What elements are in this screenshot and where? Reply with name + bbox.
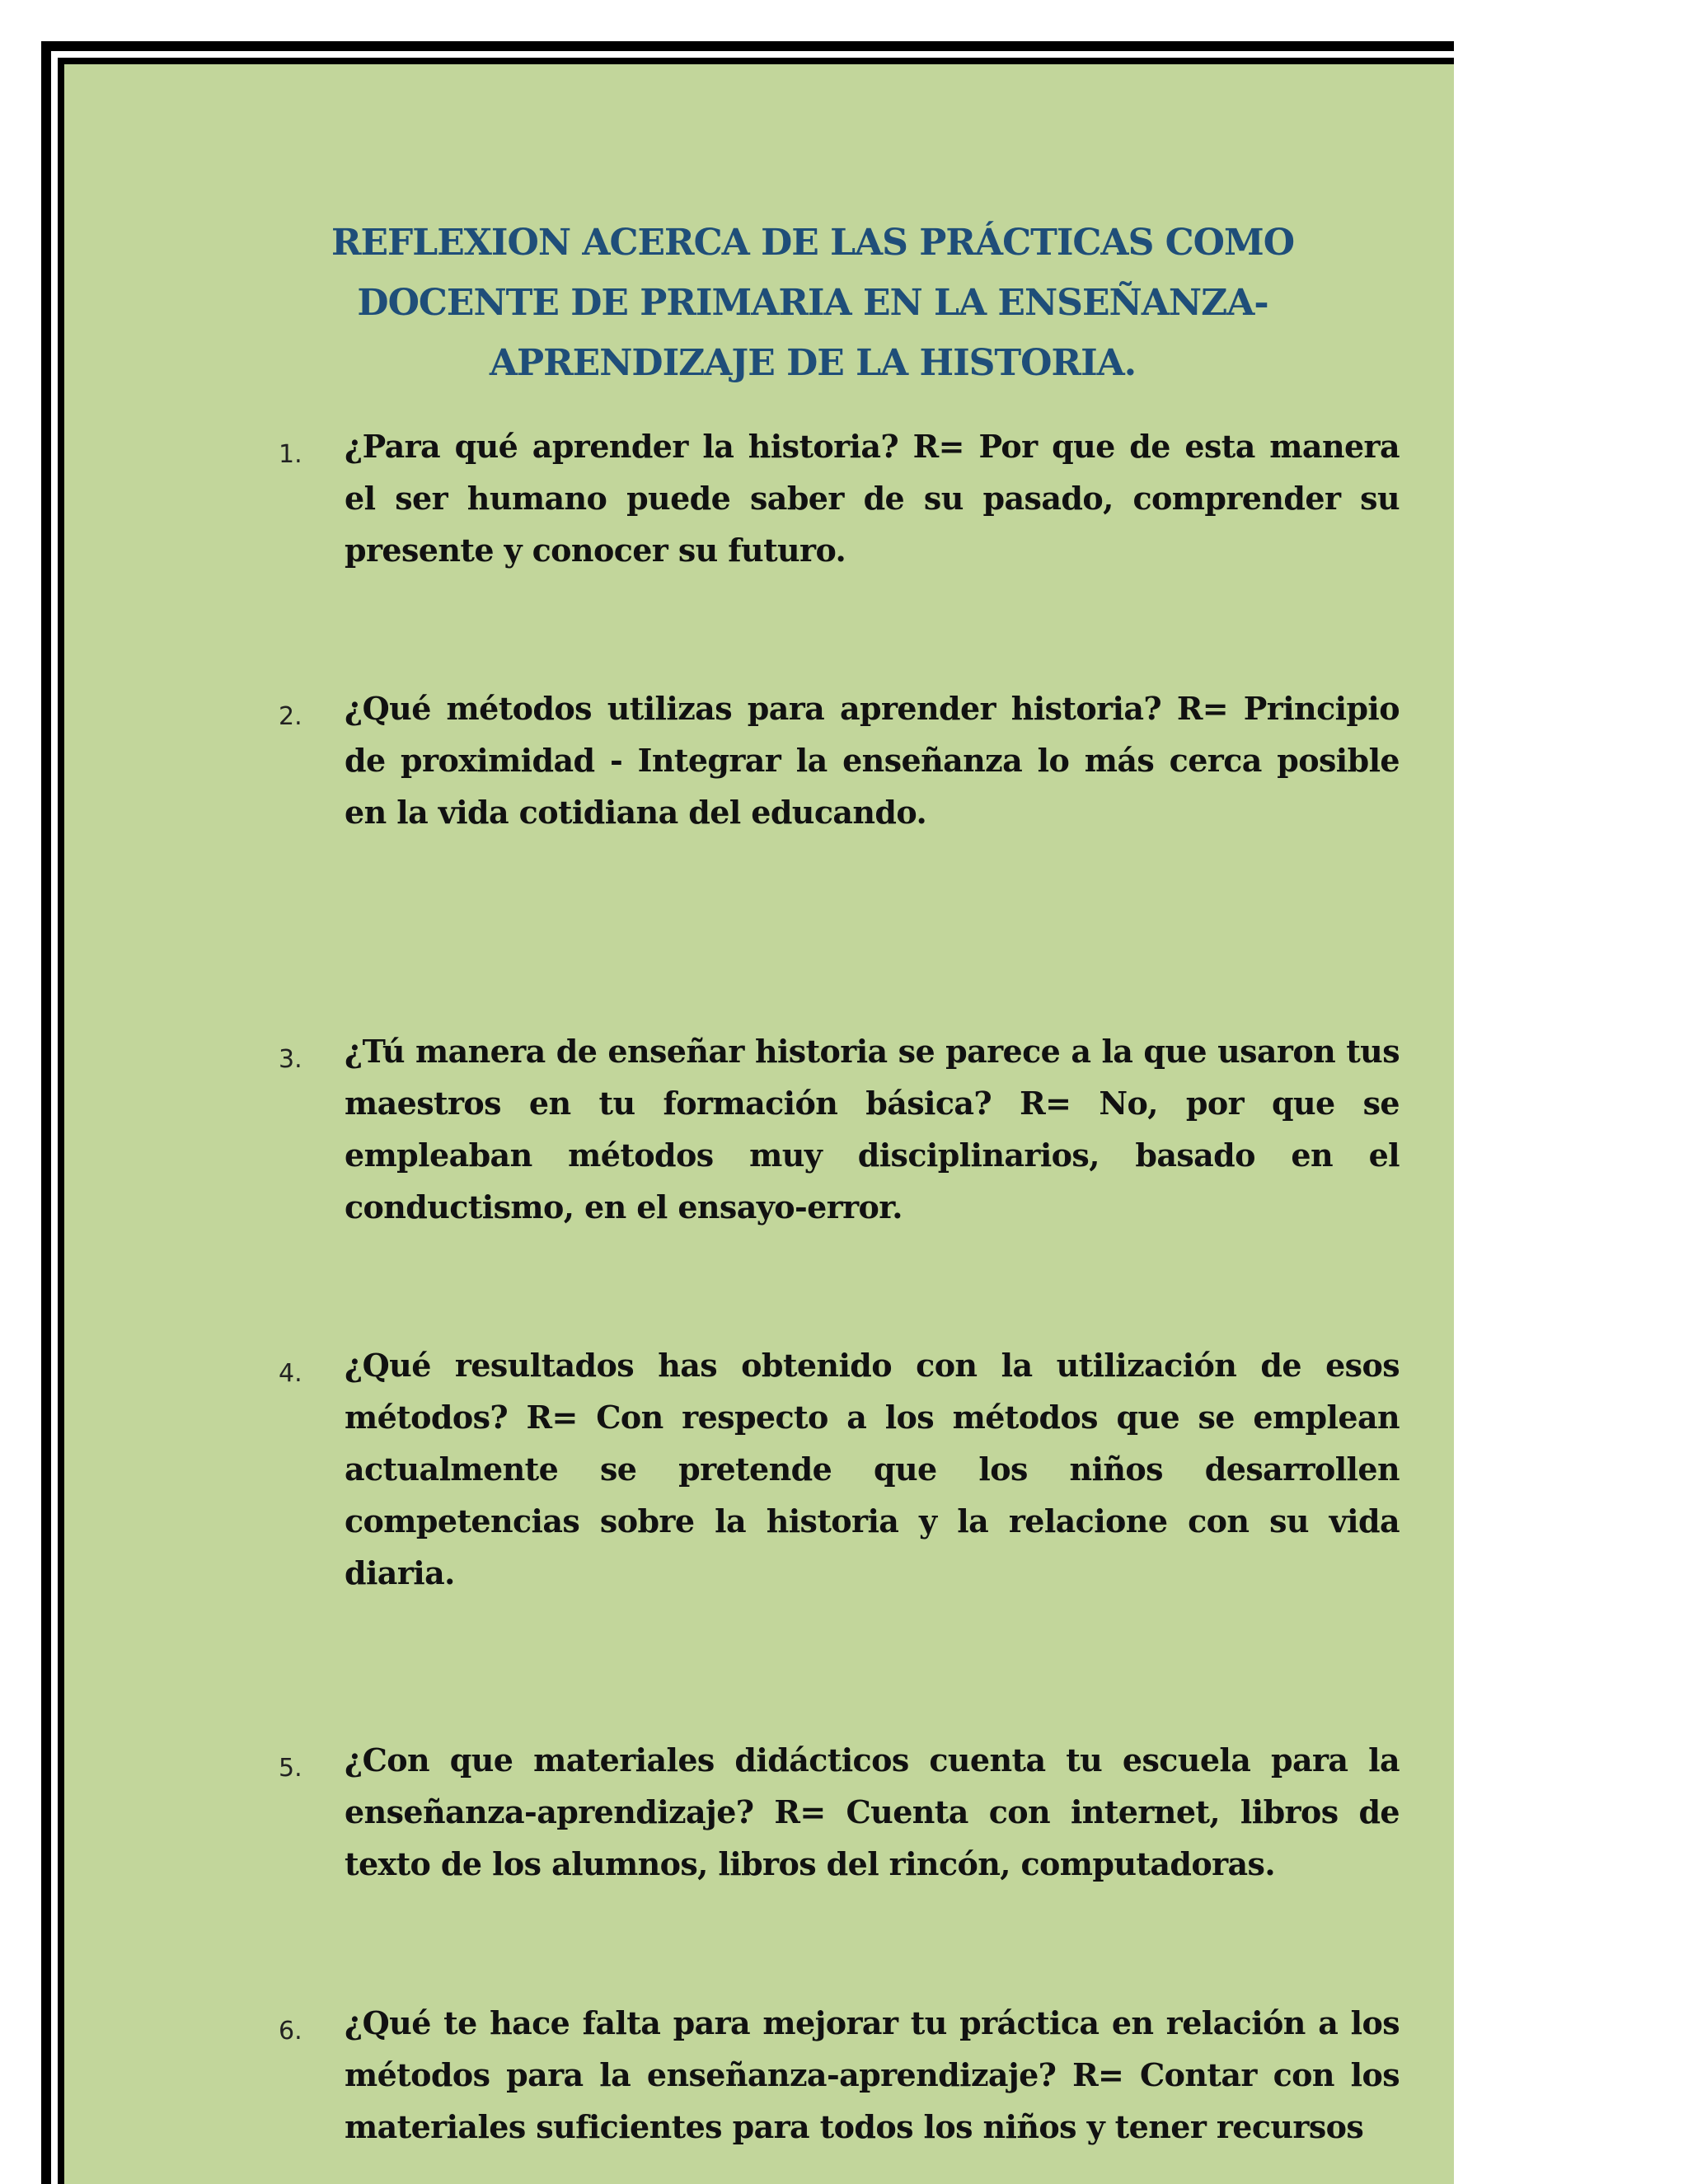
page-border <box>41 41 1454 2184</box>
item-number: 4. <box>279 1359 302 1388</box>
question-answer-text: ¿Para qué aprender la historia? R= Por que de esta manera el ser humano puede saber de su pasado, comprender su presente y conocer su futuro. <box>345 428 1400 569</box>
question-answer-text: ¿Con que materiales didácticos cuenta tu escuela para la enseñanza-aprendizaje? R= Cuenta con internet, libros de texto de los alumnos, libros del rincón, computadoras. <box>345 1741 1400 1882</box>
item-number: 1. <box>279 440 302 469</box>
question-answer-text: ¿Qué métodos utilizas para aprender historia? R= Principio de proximidad - Integrar la enseñanza lo más cerca posible en la vida cotidiana del educando. <box>345 690 1400 831</box>
item-number: 3. <box>279 1045 302 1074</box>
question-answer-text: ¿Qué te hace falta para mejorar tu práctica en relación a los métodos para la enseñanza-aprendizaje? R= Contar con los materiales suficientes para todos los niños y tener recursos <box>345 2004 1400 2145</box>
item-number: 2. <box>279 702 302 731</box>
question-answer-text: ¿Qué resultados has obtenido con la utilización de esos métodos? R= Con respecto a los métodos que se emplean actualmente se pretende que los niños desarrollen competencias sobre la historia y la relacione con su vida diaria. <box>345 1347 1400 1591</box>
document-title: REFLEXION ACERCA DE LAS PRÁCTICAS COMO DOCENTE DE PRIMARIA EN LA ENSEÑANZA-APRENDIZAJE DE LA HISTORIA. <box>331 222 1295 384</box>
page-border-inner <box>58 58 1454 2184</box>
page-border-gap <box>51 51 1454 2184</box>
document-page <box>64 64 1454 2184</box>
item-number: 5. <box>279 1754 302 1783</box>
question-answer-text: ¿Tú manera de enseñar historia se parece a la que usaron tus maestros en tu formación básica? R= No, por que se empleaban métodos muy disciplinarios, basado en el conductismo, en el ensayo-error. <box>345 1033 1400 1226</box>
item-number: 6. <box>279 2017 302 2046</box>
